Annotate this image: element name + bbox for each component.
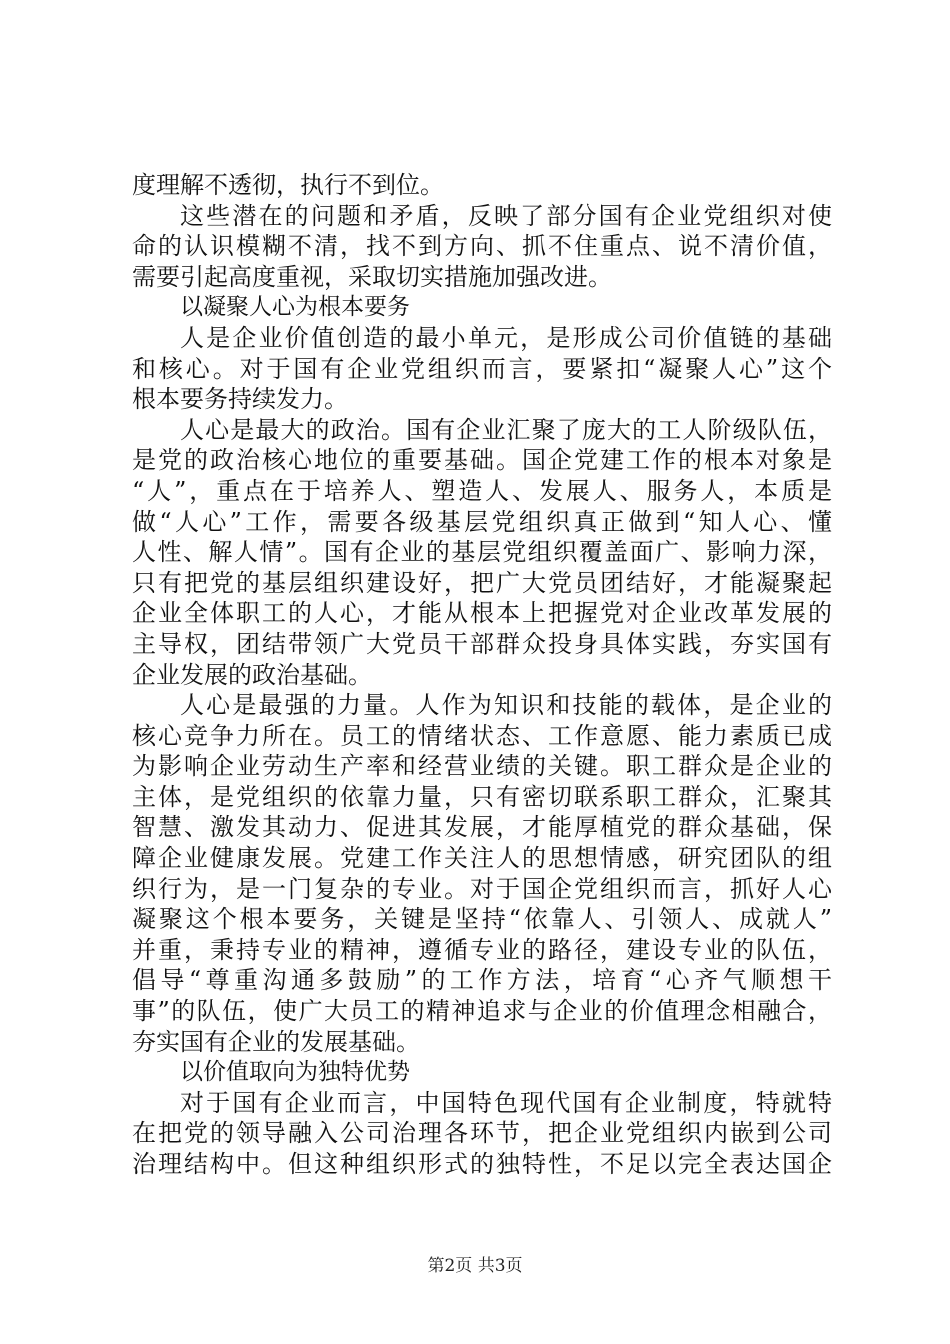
text-line: 人是企业价值创造的最小单元，是形成公司价值链的基础 [180, 323, 832, 352]
text-line: 主体，是党组织的依靠力量，只有密切联系职工群众，汇聚其 [132, 782, 832, 811]
text-line: 治理结构中。但这种组织形式的独特性，不足以完全表达国企 [132, 1150, 832, 1178]
page-footer: 第2页 共3页 [427, 1256, 523, 1276]
body-text [132, 170, 832, 1180]
text-line: 核心竞争力所在。员工的情绪状态、工作意愿、能力素质已成 [132, 721, 832, 750]
text-line: 度理解不透彻，执行不到位。 [132, 171, 444, 199]
text-line: 这些潜在的问题和矛盾，反映了部分国有企业党组织对使 [180, 201, 832, 230]
text-line: 是党的政治核心地位的重要基础。国企党建工作的根本对象是 [132, 446, 832, 475]
text-line: 和核心。对于国有企业党组织而言，要紧扣“凝聚人心”这个 [132, 354, 832, 383]
text-line: 人心是最强的力量。人作为知识和技能的载体，是企业的 [180, 691, 832, 720]
text-line: 根本要务持续发力。 [132, 385, 348, 414]
text-line: 需要引起高度重视，采取切实措施加强改进。 [132, 262, 612, 291]
text-line: 主导权，团结带领广大党员干部群众投身具体实践，夯实国有 [132, 629, 832, 658]
text-line: 人性、解人情”。国有企业的基层党组织覆盖面广、影响力深， [132, 538, 832, 567]
text-line: 只有把党的基层组织建设好，把广大党员团结好，才能凝聚起 [132, 568, 832, 597]
text-line: 企业发展的政治基础。 [132, 660, 372, 689]
text-line: 在把党的领导融入公司治理各环节，把企业党组织内嵌到公司 [132, 1119, 832, 1148]
text-line: 事”的队伍，使广大员工的精神追求与企业的价值理念相融合， [132, 997, 832, 1026]
text-line: 命的认识模糊不清，找不到方向、抓不住重点、说不清价值， [132, 232, 832, 261]
section-heading: 以凝聚人心为根本要务 [180, 294, 410, 321]
text-line: 障企业健康发展。党建工作关注人的思想情感，研究团队的组 [132, 844, 832, 873]
text-line: 倡导“尊重沟通多鼓励”的工作方法，培育“心齐气顺想干 [132, 966, 832, 995]
text-line: 企业全体职工的人心，才能从根本上把握党对企业改革发展的 [132, 599, 832, 628]
text-line: 织行为，是一门复杂的专业。对于国企党组织而言，抓好人心 [132, 874, 832, 903]
text-line: 对于国有企业而言，中国特色现代国有企业制度，特就特 [180, 1088, 832, 1117]
section-heading: 以价值取向为独特优势 [180, 1059, 410, 1086]
text-line: 为影响企业劳动生产率和经营业绩的关键。职工群众是企业的 [132, 752, 832, 781]
text-line: 做“人心”工作，需要各级基层党组织真正做到“知人心、懂 [132, 507, 832, 536]
text-line: 人心是最大的政治。国有企业汇聚了庞大的工人阶级队伍， [180, 415, 832, 444]
text-line: “人”，重点在于培养人、塑造人、发展人、服务人，本质是 [132, 476, 832, 505]
text-line: 夯实国有企业的发展基础。 [132, 1027, 420, 1056]
text-line: 并重，秉持专业的精神，遵循专业的路径，建设专业的队伍， [132, 935, 832, 964]
text-line: 凝聚这个根本要务，关键是坚持“依靠人、引领人、成就人” [132, 905, 832, 934]
text-line: 智慧、激发其动力、促进其发展，才能厚植党的群众基础，保 [132, 813, 832, 842]
